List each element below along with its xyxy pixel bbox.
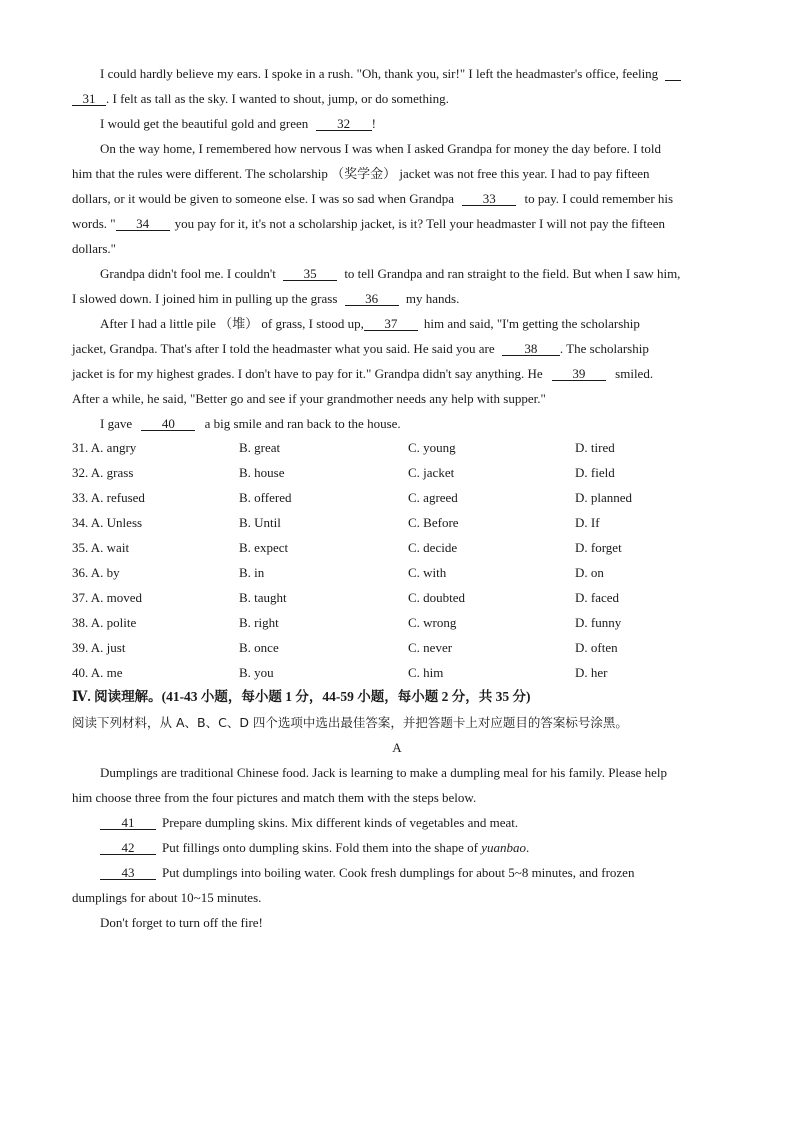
text: I could hardly believe my ears. I spoke in a rush. "Oh, thank you, sir!" I left the headmaster's office, feeling — [100, 66, 659, 81]
option-row-34 — [72, 515, 732, 533]
text: jacket is for my highest grades. I don't have to pay for it." Grandpa didn't say anything. He — [72, 366, 543, 381]
option-b[interactable]: B. once — [239, 640, 279, 655]
text: . I felt as tall as the sky. I wanted to shout, jump, or do something. — [106, 91, 449, 106]
step-43 — [100, 865, 634, 881]
text: him and said, "I'm getting the scholarship — [423, 316, 640, 331]
blank-34[interactable]: 34 — [116, 217, 170, 231]
text: jacket, Grandpa. That's after I told the headmaster what you said. He said you are — [72, 341, 495, 356]
option-c[interactable]: C. young — [408, 440, 456, 455]
option-d[interactable]: D. funny — [575, 615, 622, 630]
passage-line: him choose three from the four pictures and match them with the steps below. — [72, 790, 477, 805]
passage-line: Dumplings are traditional Chinese food. Jack is learning to make a dumpling meal for his family. Please help — [100, 765, 668, 780]
option-d[interactable]: D. field — [575, 465, 615, 480]
text: a big smile and ran back to the house. — [204, 416, 401, 431]
option-b[interactable]: B. offered — [239, 490, 292, 505]
text: I would get the beautiful gold and green — [100, 116, 309, 131]
passage-line: dumplings for about 10~15 minutes. — [72, 890, 262, 905]
passage-line — [100, 316, 640, 332]
passage-line — [72, 191, 673, 207]
blank-40[interactable]: 40 — [141, 417, 195, 431]
option-b[interactable]: B. you — [239, 665, 274, 680]
text: ! — [371, 116, 376, 131]
text: Put fillings onto dumpling skins. Fold them into the shape of — [162, 840, 478, 855]
option-d[interactable]: D. If — [575, 515, 600, 530]
option-row-40 — [72, 665, 732, 683]
option-a[interactable]: 36. A. by — [72, 565, 120, 580]
option-b[interactable]: B. Until — [239, 515, 281, 530]
passage-line: Don't forget to turn off the fire! — [100, 915, 263, 930]
passage-line — [72, 391, 546, 407]
text: . — [526, 840, 530, 855]
option-c[interactable]: C. jacket — [408, 465, 455, 480]
option-a[interactable]: 40. A. me — [72, 665, 123, 680]
blank-37[interactable]: 37 — [364, 317, 418, 331]
passage-line — [72, 291, 459, 307]
option-a[interactable]: 34. A. Unless — [72, 515, 143, 530]
option-a[interactable]: 35. A. wait — [72, 540, 130, 555]
blank-32[interactable]: 32 — [316, 117, 372, 131]
blank-43[interactable]: 43 — [100, 866, 156, 880]
text: Put dumplings into boiling water. Cook fresh dumplings for about 5~8 minutes, and frozen — [162, 865, 635, 880]
passage-line — [100, 116, 376, 132]
text: . The scholarship — [559, 341, 649, 356]
text: words. " — [72, 216, 116, 231]
section-title: Ⅳ. 阅读理解。(41-43 小题，每小题 1 分，44-59 小题，每小题 2 分，共 35 分) — [72, 689, 531, 704]
option-b[interactable]: B. in — [239, 565, 265, 580]
passage-line — [72, 366, 653, 382]
blank-35[interactable]: 35 — [283, 267, 337, 281]
text: Prepare dumpling skins. Mix different kinds of vegetables and meat. — [162, 815, 519, 830]
option-c[interactable]: C. with — [408, 565, 447, 580]
passage-line — [72, 91, 449, 107]
option-a[interactable]: 37. A. moved — [72, 590, 143, 605]
option-c[interactable]: C. him — [408, 665, 444, 680]
text: him that the rules were different. The scholarship （奖学金） jacket was not free this year. I had to pay fifteen — [72, 166, 650, 181]
option-b[interactable]: B. house — [239, 465, 285, 480]
text: dollars, or it would be given to someone else. I was so sad when Grandpa — [72, 191, 454, 206]
option-b[interactable]: B. right — [239, 615, 279, 630]
passage-line — [100, 416, 401, 432]
option-b[interactable]: B. great — [239, 440, 281, 455]
blank-33[interactable]: 33 — [462, 192, 516, 206]
blank-38[interactable]: 38 — [502, 342, 560, 356]
option-row-31 — [72, 440, 732, 458]
option-d[interactable]: D. faced — [575, 590, 620, 605]
passage-line — [72, 241, 116, 257]
option-d[interactable]: D. her — [575, 665, 608, 680]
text: smiled. — [615, 366, 654, 381]
option-a[interactable]: 33. A. refused — [72, 490, 145, 505]
option-c[interactable]: C. wrong — [408, 615, 457, 630]
option-c[interactable]: C. doubted — [408, 590, 466, 605]
passage-label: A — [392, 740, 402, 755]
blank-36[interactable]: 36 — [345, 292, 399, 306]
step-42 — [100, 840, 529, 856]
italic-term: yuanbao — [481, 840, 527, 855]
text: I slowed down. I joined him in pulling up the grass — [72, 291, 338, 306]
option-c[interactable]: C. Before — [408, 515, 459, 530]
option-a[interactable]: 31. A. angry — [72, 440, 137, 455]
option-c[interactable]: C. agreed — [408, 490, 458, 505]
blank-31[interactable]: 31 — [72, 92, 106, 106]
option-row-35 — [72, 540, 732, 558]
text: After I had a little pile （堆） of grass, I stood up, — [100, 316, 364, 331]
text: Grandpa didn't fool me. I couldn't — [100, 266, 276, 281]
passage-line — [72, 216, 665, 232]
option-d[interactable]: D. forget — [575, 540, 622, 555]
text: dollars." — [72, 241, 116, 256]
option-row-33 — [72, 490, 732, 508]
option-row-32 — [72, 465, 732, 483]
text: I gave — [100, 416, 133, 431]
text: my hands. — [405, 291, 460, 306]
option-row-39 — [72, 640, 732, 658]
text: On the way home, I remembered how nervous I was when I asked Grandpa for money the day before. I told — [100, 141, 661, 156]
option-a[interactable]: 32. A. grass — [72, 465, 134, 480]
option-c[interactable]: C. never — [408, 640, 453, 655]
option-d[interactable]: D. on — [575, 565, 604, 580]
text: to tell Grandpa and ran straight to the field. But when I saw him, — [344, 266, 681, 281]
option-a[interactable]: 39. A. just — [72, 640, 126, 655]
text: you pay for it, it's not a scholarship jacket, is it? Tell your headmaster I will not pay the fifteen — [174, 216, 665, 231]
passage-line — [72, 341, 649, 357]
text: After a while, he said, "Better go and see if your grandmother needs any help with supper." — [72, 391, 546, 406]
option-row-37 — [72, 590, 732, 608]
option-d[interactable]: D. planned — [575, 490, 633, 505]
option-c[interactable]: C. decide — [408, 540, 458, 555]
option-a[interactable]: 38. A. polite — [72, 615, 137, 630]
blank-41[interactable]: 41 — [100, 816, 156, 830]
option-row-36 — [72, 565, 732, 583]
option-b[interactable]: B. expect — [239, 540, 289, 555]
blank-42[interactable]: 42 — [100, 841, 156, 855]
step-41 — [100, 815, 518, 831]
option-row-38 — [72, 615, 732, 633]
blank-31-lead — [665, 67, 681, 81]
option-d[interactable]: D. tired — [575, 440, 615, 455]
option-d[interactable]: D. often — [575, 640, 618, 655]
passage-line — [100, 266, 680, 282]
passage-line — [100, 66, 681, 82]
passage-line — [100, 141, 661, 157]
option-b[interactable]: B. taught — [239, 590, 287, 605]
text: to pay. I could remember his — [524, 191, 674, 206]
passage-line — [72, 166, 649, 182]
blank-39[interactable]: 39 — [552, 367, 606, 381]
section-instruction: 阅读下列材料，从 A、B、C、D 四个选项中选出最佳答案，并把答题卡上对应题目的答案标号涂黑。 — [72, 715, 628, 730]
